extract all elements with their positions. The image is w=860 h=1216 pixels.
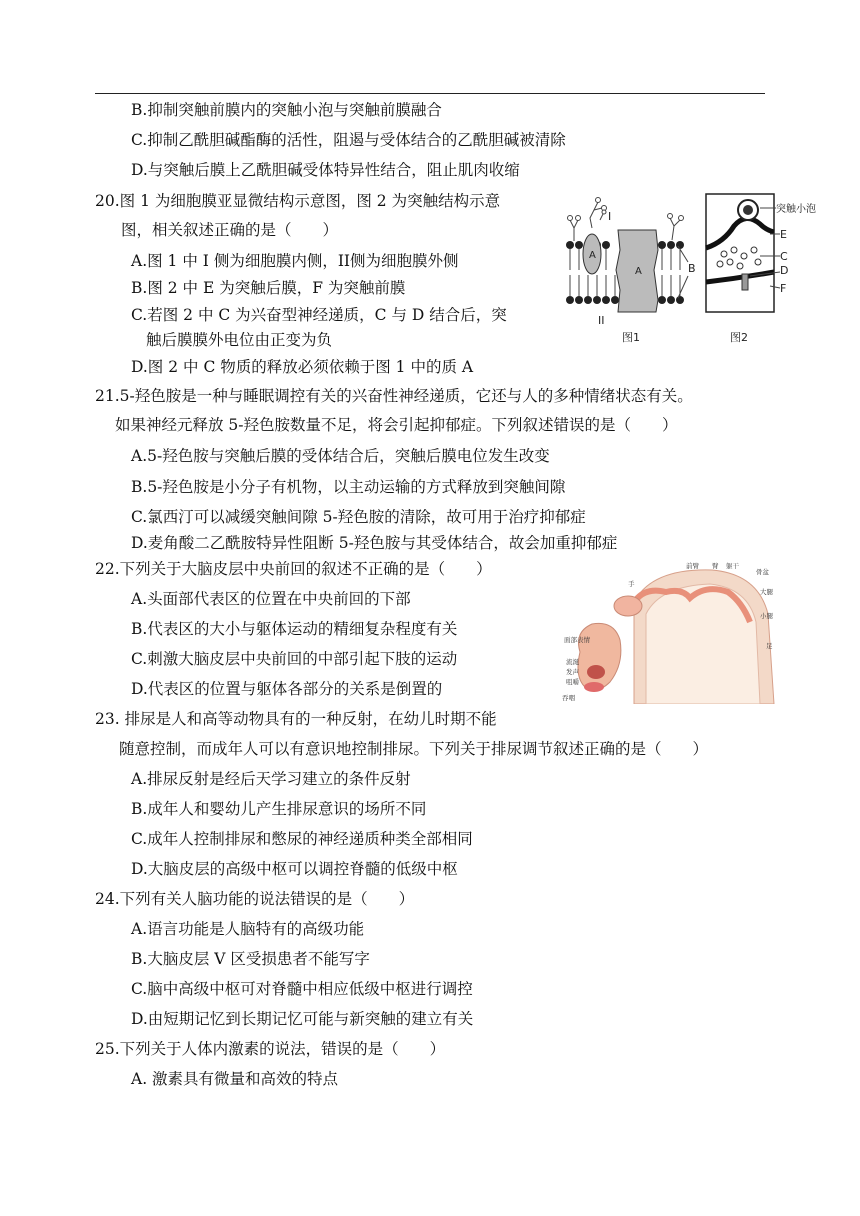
cortex-inner <box>646 584 760 704</box>
q24-stem: 24.下列有关人脑功能的说法错误的是（ ） <box>95 890 415 908</box>
q20-option-c-cont: 触后膜膜外电位由正变为负 <box>146 331 333 349</box>
label-vocalization: 发声 <box>566 668 579 676</box>
q20-option-b: B.图 2 中 E 为突触后膜，F 为突触前膜 <box>131 279 406 297</box>
label-side-i: I <box>608 210 612 223</box>
homunculus-tongue <box>584 682 604 692</box>
figure-1-caption: 图1 <box>622 331 640 344</box>
q25-stem: 25.下列关于人体内激素的说法，错误的是（ ） <box>95 1040 446 1058</box>
label-trunk: 躯干 <box>726 562 739 570</box>
q19-option-c: C.抑制乙酰胆碱酯酶的活性，阻遏与受体结合的乙酰胆碱被清除 <box>131 131 566 149</box>
q22-stem: 22.下列关于大脑皮层中央前回的叙述不正确的是（ ） <box>95 560 492 578</box>
presynaptic-membrane <box>706 218 774 248</box>
receptor <box>742 274 748 290</box>
q25-option-a: A. 激素具有微量和高效的特点 <box>131 1070 339 1088</box>
label-forearm: 前臂 <box>686 562 699 570</box>
homunculus-hand <box>614 596 642 616</box>
label-shank: 小腿 <box>760 612 773 620</box>
label-face: 面部表情 <box>564 636 590 644</box>
sugar-rings <box>568 198 684 221</box>
postsynaptic-membrane <box>706 272 774 282</box>
label-hand: 手 <box>628 580 635 588</box>
q23-option-a: A.排尿反射是经后天学习建立的条件反射 <box>131 770 411 788</box>
label-vesicle: 突触小泡 <box>776 204 816 215</box>
q21-stem: 21.5-羟色胺是一种与睡眠调控有关的兴奋性神经递质，它还与人的多种情绪状态有关。 <box>95 387 693 405</box>
figure-2-caption: 图2 <box>730 331 748 344</box>
label-chewing: 咀嚼 <box>566 678 579 686</box>
label-e: E <box>780 228 787 241</box>
homunculus-face <box>578 623 621 690</box>
figure-synapse <box>700 190 828 348</box>
figure-cell-membrane <box>560 190 700 348</box>
q23-option-c: C.成年人控制排尿和憋尿的神经递质种类全部相同 <box>131 830 473 848</box>
label-arm: 臂 <box>712 562 719 570</box>
q23-stem: 23. 排尿是人和高等动物具有的一种反射，在幼儿时期不能 <box>95 710 497 728</box>
q21-stem-cont: 如果神经元释放 5-羟色胺数量不足，将会引起抑郁症。下列叙述错误的是（ ） <box>115 416 678 434</box>
q21-option-b: B.5-羟色胺是小分子有机物，以主动运输的方式释放到突触间隙 <box>131 478 566 496</box>
label-hip: 骨盆 <box>756 568 769 576</box>
q21-option-d: D.麦角酸二乙酰胺特异性阻断 5-羟色胺与其受体结合，故会加重抑郁症 <box>131 534 618 552</box>
label-a-large: A <box>635 266 642 277</box>
q22-option-b: B.代表区的大小与躯体运动的精细复杂程度有关 <box>131 620 458 638</box>
q24-option-b: B.大脑皮层 V 区受损患者不能写字 <box>131 950 370 968</box>
q20-stem-cont: 图，相关叙述正确的是（ ） <box>121 221 339 239</box>
neurotransmitter-dots <box>717 247 761 269</box>
vesicle-core <box>743 205 753 215</box>
q19-option-d: D.与突触后膜上乙酰胆碱受体特异性结合，阻止肌肉收缩 <box>131 161 520 179</box>
label-a-small: A <box>589 250 596 261</box>
label-d: D <box>780 264 789 277</box>
q23-stem-cont: 随意控制，而成年人可以有意识地控制排尿。下列关于排尿调节叙述正确的是（ ） <box>119 740 709 758</box>
q22-option-c: C.刺激大脑皮层中央前回的中部引起下肢的运动 <box>131 650 458 668</box>
q20-stem: 20.图 1 为细胞膜亚显微结构示意图，图 2 为突触结构示意 <box>95 192 501 210</box>
q20-option-d: D.图 2 中 C 物质的释放必须依赖于图 1 中的质 A <box>131 358 474 376</box>
q23-option-b: B.成年人和婴幼儿产生排尿意识的场所不同 <box>131 800 427 818</box>
q24-option-d: D.由短期记忆到长期记忆可能与新突触的建立有关 <box>131 1010 474 1028</box>
label-foot: 足 <box>766 642 773 650</box>
q24-option-c: C.脑中高级中枢可对脊髓中相应低级中枢进行调控 <box>131 980 473 998</box>
q23-option-d: D.大脑皮层的高级中枢可以调控脊髓的低级中枢 <box>131 860 458 878</box>
q19-option-b: B.抑制突触前膜内的突触小泡与突触前膜融合 <box>131 101 442 119</box>
label-b: B <box>688 262 696 275</box>
leader-f <box>770 286 780 288</box>
homunculus-mouth <box>587 665 605 679</box>
label-c: C <box>780 250 788 263</box>
label-f: F <box>780 282 787 295</box>
label-thigh: 大腿 <box>760 588 773 596</box>
label-salivation: 流涎 <box>566 658 579 666</box>
q20-option-c: C.若图 2 中 C 为兴奋型神经递质，C 与 D 结合后，突 <box>131 306 507 324</box>
q22-option-a: A.头面部代表区的位置在中央前回的下部 <box>131 590 411 608</box>
q21-option-c: C.氯西汀可以减缓突触间隙 5-羟色胺的清除，故可用于治疗抑郁症 <box>131 508 586 526</box>
label-side-ii: II <box>598 314 605 327</box>
q24-option-a: A.语言功能是人脑特有的高级功能 <box>131 920 365 938</box>
q20-option-a: A.图 1 中 I 侧为细胞膜内侧，II侧为细胞膜外侧 <box>131 252 459 270</box>
q22-option-d: D.代表区的位置与躯体各部分的关系是倒置的 <box>131 680 443 698</box>
q21-option-a: A.5-羟色胺与突触后膜的受体结合后，突触后膜电位发生改变 <box>131 447 550 465</box>
header-rule <box>95 93 765 94</box>
label-swallowing: 吞咽 <box>562 694 575 702</box>
figure-motor-homunculus <box>562 562 784 704</box>
